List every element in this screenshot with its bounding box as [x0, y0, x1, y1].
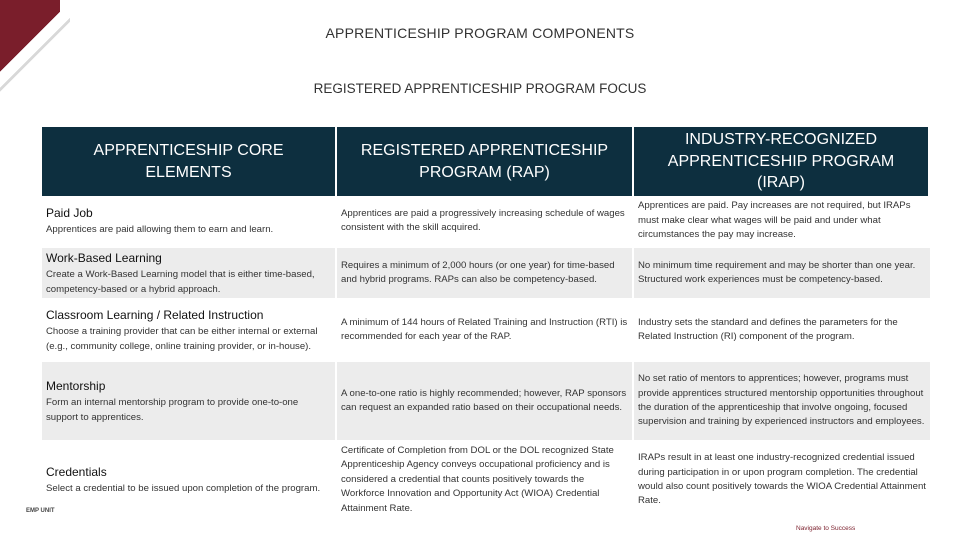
element-title: Work-Based Learning — [46, 251, 162, 266]
rap-cell: A minimum of 144 hours of Related Training and Instruction (RTI) is recommended for each year of the RAP. — [337, 300, 634, 362]
core-element-cell — [42, 248, 337, 300]
element-title: Paid Job — [46, 206, 93, 221]
irap-cell: Industry sets the standard and defines the parameters for the Related Instruction (RI) component of the program. — [634, 300, 930, 362]
irap-cell: IRAPs result in at least one industry-recognized credential issued during participation in or upon program completion. The credential would also count positively towards the WIOA Credential Attainment Rate. — [634, 442, 930, 520]
element-description: Form an internal mentorship program to provide one-to-one support to apprentices. — [46, 397, 299, 423]
organization-logo: EMP UNIT — [26, 508, 55, 514]
page-subtitle: REGISTERED APPRENTICESHIP PROGRAM FOCUS — [313, 81, 647, 96]
irap-cell: No minimum time requirement and may be shorter than one year. Structured work experiences must be competency-based. — [634, 248, 930, 300]
element-title: Classroom Learning / Related Instruction — [46, 308, 264, 323]
rap-cell: Requires a minimum of 2,000 hours (or one year) for time-based and hybrid programs. RAPs can also be competency-based. — [337, 248, 634, 300]
corner-accent-line — [0, 0, 70, 130]
page-title: APPRENTICESHIP PROGRAM COMPONENTS — [325, 25, 635, 41]
header-rap: REGISTERED APPRENTICESHIP PROGRAM (RAP) — [337, 127, 634, 196]
core-element-cell — [42, 442, 337, 520]
footer-tagline: Navigate to Success — [796, 525, 856, 532]
irap-cell: Apprentices are paid. Pay increases are not required, but IRAPs must make clear what wages will be paid and under what circumstances the pay may increase. — [634, 196, 930, 248]
element-description: Select a credential to be issued upon completion of the program. — [46, 483, 321, 495]
irap-cell: No set ratio of mentors to apprentices; however, programs must provide apprentices structured mentorship opportunities throughout the duration of the apprenticeship that involve ongoing, focused supervision and training by experienced instructors and employees. — [634, 362, 930, 442]
header-core-elements: APPRENTICESHIP CORE ELEMENTS — [42, 127, 337, 196]
element-description: Choose a training provider that can be either internal or external (e.g., community college, online training provider, or in-house). — [46, 326, 318, 352]
rap-cell: Certificate of Completion from DOL or the DOL recognized State Apprenticeship Agency conveys occupational proficiency and is considered a credential that counts positively towards the Workforce Innovation and Opportunity Act (WIOA) Credential Attainment Rate. — [337, 442, 634, 520]
core-element-cell — [42, 362, 337, 442]
element-description: Create a Work-Based Learning model that is either time-based, competency-based or a hybrid approach. — [46, 269, 315, 295]
element-description: Apprentices are paid allowing them to earn and learn. — [46, 224, 274, 236]
header-irap: INDUSTRY-RECOGNIZED APPRENTICESHIP PROGRAM (IRAP) — [634, 127, 930, 196]
element-title: Mentorship — [46, 379, 106, 394]
rap-cell: Apprentices are paid a progressively increasing schedule of wages consistent with the skill acquired. — [337, 196, 634, 248]
core-element-cell — [42, 300, 337, 362]
core-element-cell — [42, 196, 337, 248]
comparison-table — [42, 127, 930, 520]
rap-cell: A one-to-one ratio is highly recommended; however, RAP sponsors can request an expanded ratio based on their occupational needs. — [337, 362, 634, 442]
element-title: Credentials — [46, 465, 107, 480]
